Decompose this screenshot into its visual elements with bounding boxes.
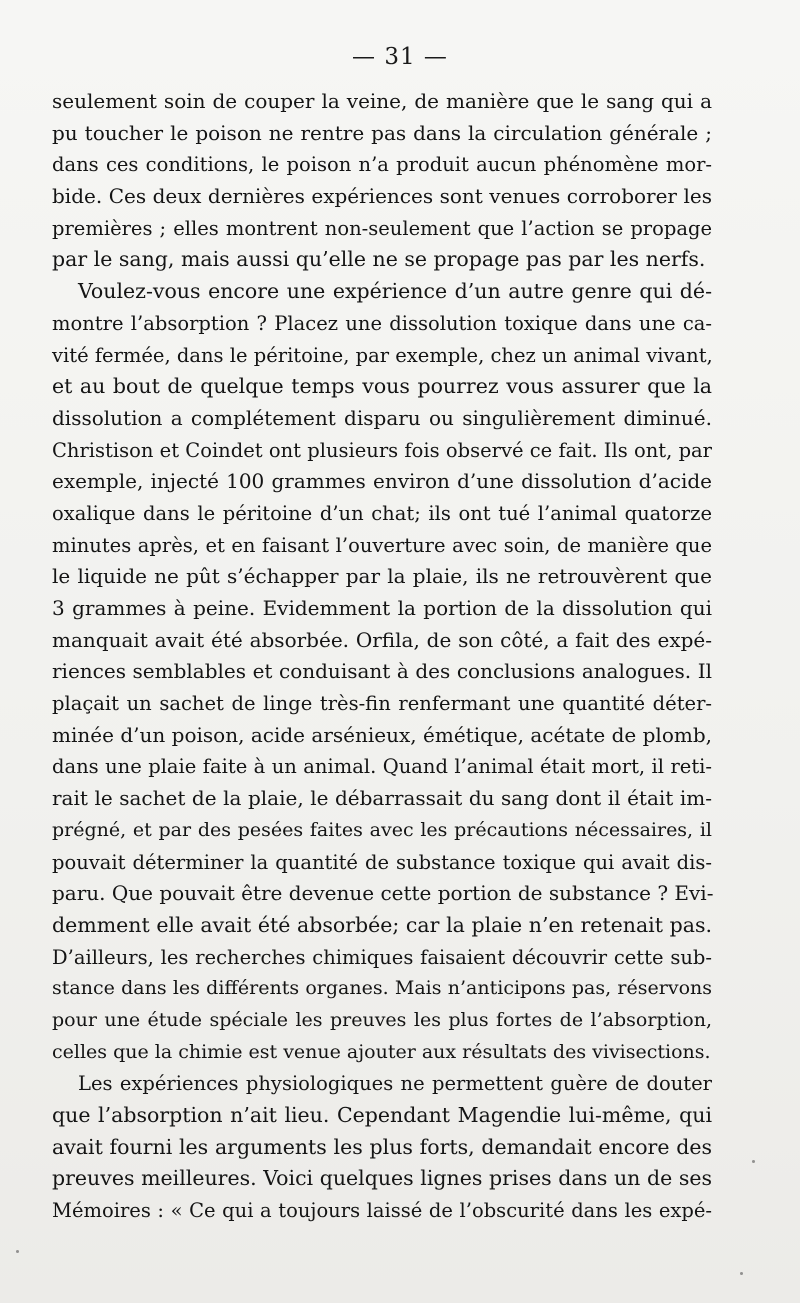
text-line: pouvait déterminer la quantité de substance toxique qui avait dis- [52,850,712,874]
text-line: dans ces conditions, le poison n’a produit aucun phénomène mor- [52,153,712,177]
text-line: stance dans les différents organes. Mais n’anticipons pas, réservons [52,977,712,1000]
text-line: pu toucher le poison ne rentre pas dans la circulation générale ; [52,120,712,145]
text-line: seulement soin de couper la veine, de manière que le sang qui a [52,89,712,113]
text-line: exemple, injecté 100 grammes environ d’une dissolution d’acide [52,469,712,494]
text-line: premières ; elles montrent non-seulement que l’action se propage [52,216,712,240]
text-line: paru. Que pouvait être devenue cette portion de substance ? Evi- [52,881,714,906]
text-line: riences semblables et conduisant à des conclusions analogues. Il [52,659,712,684]
text-line: par le sang, mais aussi qu’elle ne se propage pas par les nerfs. [52,247,706,272]
text-line: plaçait un sachet de linge très-fin renfermant une quantité déter- [52,692,712,716]
text-line: oxalique dans le péritoine d’un chat; ils ont tué l’animal quatorze [52,501,712,525]
text-line: dans une plaie faite à un animal. Quand l’animal était mort, il reti- [52,755,712,779]
paragraph-1 [52,86,712,276]
text-line: pour une étude spéciale les preuves les plus fortes de l’absorption, [52,1008,712,1031]
text-line: vité fermée, dans le péritoine, par exemple, chez un animal vivant, [52,343,713,367]
text-line: que l’absorption n’ait lieu. Cependant Magendie lui-même, qui [52,1103,712,1127]
paragraph-2 [52,276,712,1068]
paragraph-3 [52,1068,712,1226]
text-line: montre l’absorption ? Placez une dissolution toxique dans une ca- [52,311,712,335]
text-line: le liquide ne pût s’échapper par la plaie, ils ne retrouvèrent que [52,564,712,589]
text-line: avait fourni les arguments les plus forts, demandait encore des [52,1134,712,1159]
text-line: preuves meilleures. Voici quelques lignes prises dans un de ses [52,1166,712,1191]
text-line: manquait avait été absorbée. Orfila, de son côté, a fait des expé- [52,627,712,652]
body-text [52,86,712,1227]
text-line: Christison et Coindet ont plusieurs fois observé ce fait. Ils ont, par [52,438,712,462]
text-line: celles que la chimie est venue ajouter aux résultats des vivisections. [52,1040,711,1063]
text-line: rait le sachet de la plaie, le débarrassait du sang dont il était im- [52,786,712,811]
text-line: Les expériences physiologiques ne permettent guère de douter [78,1072,712,1096]
paper-speck [740,1272,743,1275]
page-number: — 31 — [352,44,448,70]
text-line: minutes après, et en faisant l’ouverture avec soin, de manière que [52,533,712,557]
text-line: 3 grammes à peine. Evidemment la portion de la dissolution qui [52,596,712,620]
text-line: minée d’un poison, acide arsénieux, émétique, acétate de plomb, [52,722,712,747]
text-line: D’ailleurs, les recherches chimiques faisaient découvrir cette sub- [52,945,712,969]
text-line: Mémoires : « Ce qui a toujours laissé de l’obscurité dans les expé- [52,1199,712,1223]
text-line: demment elle avait été absorbée; car la plaie n’en retenait pas. [52,912,712,937]
text-line: Voulez-vous encore une expérience d’un autre genre qui dé- [78,279,712,304]
paper-speck [752,1160,755,1163]
text-line: bide. Ces deux dernières expériences sont venues corroborer les [52,184,712,209]
paper-speck [16,1250,19,1253]
text-line: dissolution a complétement disparu ou singulièrement diminué. [52,405,712,430]
text-line: prégné, et par des pesées faites avec les précautions nécessaires, il [52,818,712,841]
text-line: et au bout de quelque temps vous pourrez vous assurer que la [52,374,712,399]
